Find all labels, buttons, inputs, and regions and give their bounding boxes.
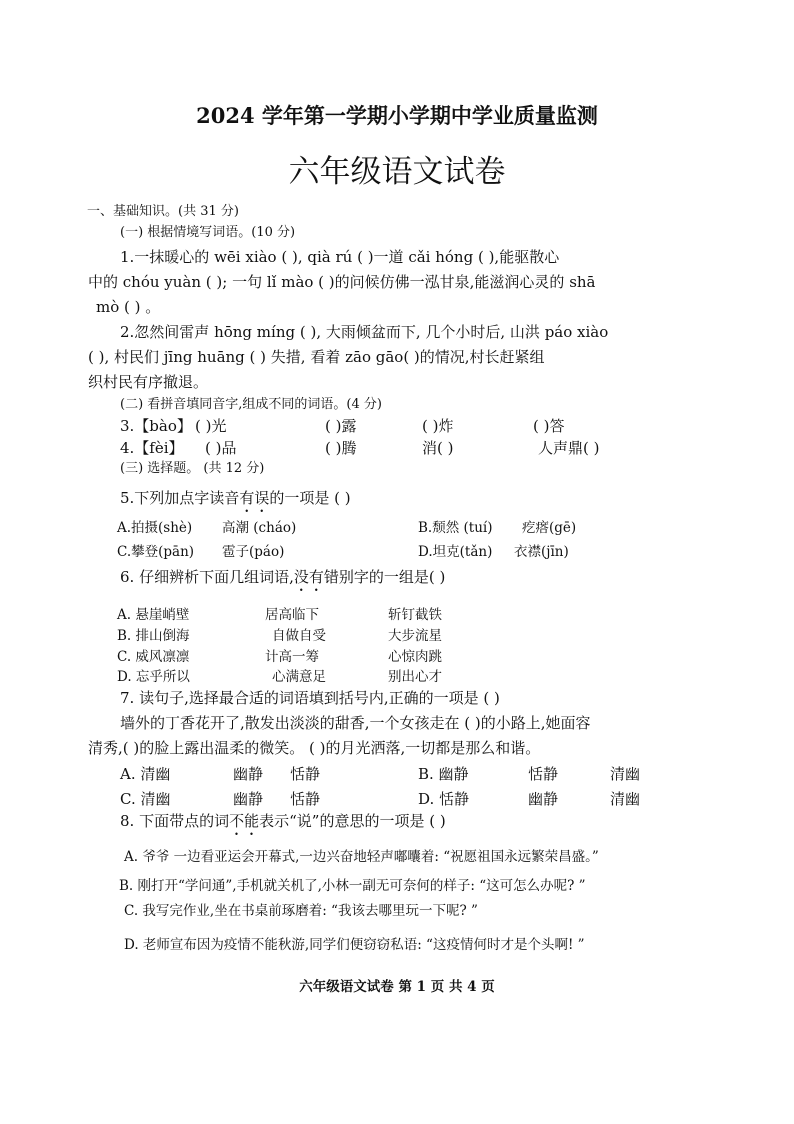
q2-line3: 织村民有序撤退。 xyxy=(88,373,209,391)
q3-item: ( )炸 xyxy=(422,417,454,435)
part3-heading: (三) 选择题。 (共 12 分) xyxy=(120,461,265,476)
q8-option-c: C. 我写完作业,坐在书桌前琢磨着: “我该去哪里玩一下呢? ” xyxy=(124,903,478,919)
q7-passage-line1: 墙外的丁香花开了,散发出淡淡的甜香,一个女孩走在 ( )的小路上,她面容 xyxy=(120,714,591,732)
q8-stem: 8. 下面带点的词不能表示“说”的意思的一项是 ( ) xyxy=(120,812,446,830)
q6-option-d: D. 忘乎所以 xyxy=(117,669,190,685)
q4-item: 消( ) xyxy=(422,439,454,457)
q7-option-a-3: 恬静 xyxy=(290,765,321,783)
q6-option-c-3: 心惊肉跳 xyxy=(388,649,442,665)
q6-option-a-3: 斩钉截铁 xyxy=(388,607,442,623)
q5-option-d-2: 衣襟(jīn) xyxy=(514,544,569,560)
q2-line1: 2.忽然间雷声 hōng míng ( ), 大雨倾盆而下, 几个小时后, 山洪 páo xiào xyxy=(120,323,609,341)
q7-option-d-3: 清幽 xyxy=(610,790,641,808)
q4-item: 人声鼎( ) xyxy=(538,439,600,457)
q8-option-a: A. 爷爷 一边看亚运会开幕式,一边兴奋地轻声嘟囔着: “祝愿祖国永远繁荣昌盛。” xyxy=(124,849,599,865)
exam-title: 2024 学年第一学期小学期中学业质量监测 xyxy=(196,103,598,128)
q4-item: ( )腾 xyxy=(325,439,357,457)
section-heading: 一、基础知识。(共 31 分) xyxy=(87,204,239,219)
q2-line2: ( ), 村民们 jīng huāng ( ) 失措, 看着 zāo gāo( )的情况,村长赶紧组 xyxy=(88,348,545,366)
q6-option-d-2: 心满意足 xyxy=(272,669,326,685)
q6-option-b-2: 自做自受 xyxy=(272,628,326,644)
part1-heading: (一) 根据情境写词语。(10 分) xyxy=(120,225,296,240)
q5-option-c-2: 雹子(páo) xyxy=(222,544,285,560)
q5-option-b: B.颓然 (tuí) xyxy=(418,520,493,536)
q5-option-c: C.攀登(pān) xyxy=(117,544,195,560)
q1-line2: 中的 chóu yuàn ( ); 一句 lǐ mào ( )的问候仿佛一泓甘泉,能滋润心灵的 shā xyxy=(88,273,596,291)
q3-label: 3.【bào】 xyxy=(120,417,192,435)
q8-option-d: D. 老师宣布因为疫情不能秋游,同学们便窃窃私语: “这疫情何时才是个头啊! ” xyxy=(124,937,585,953)
q7-option-c-2: 幽静 xyxy=(233,790,264,808)
q7-option-d-2: 幽静 xyxy=(528,790,559,808)
q5-option-a: A.拍摄(shè) xyxy=(117,520,193,536)
q3-item: ( )光 xyxy=(195,417,227,435)
q7-passage-line2: 清秀,( )的脸上露出温柔的微笑。 ( )的月光洒落,一切都是那么和谐。 xyxy=(88,739,541,757)
q6-option-a-2: 居高临下 xyxy=(265,607,319,623)
q7-option-c-3: 恬静 xyxy=(290,790,321,808)
q3-item: ( )答 xyxy=(533,417,565,435)
q7-option-a-2: 幽静 xyxy=(233,765,264,783)
q7-stem: 7. 读句子,选择最合适的词语填到括号内,正确的一项是 ( ) xyxy=(120,689,500,707)
q7-option-a: A. 清幽 xyxy=(120,765,171,783)
q6-option-c-2: 计高一筹 xyxy=(265,649,319,665)
q5-option-d: D.坦克(tǎn) xyxy=(418,544,493,560)
page-footer: 六年级语文试卷 第 1 页 共 4 页 xyxy=(299,979,495,995)
q8-option-b: B. 刚打开“学问通”,手机就关机了,小林一副无可奈何的样子: “这可怎么办呢? ” xyxy=(119,878,586,894)
q6-option-b-3: 大步流星 xyxy=(388,628,442,644)
q1-line3: mò ( ) 。 xyxy=(96,298,161,316)
q6-option-b: B. 排山倒海 xyxy=(117,628,190,644)
q5-option-a-2: 高潮 (cháo) xyxy=(222,520,297,536)
q6-option-a: A. 悬崖峭壁 xyxy=(117,607,190,623)
q7-option-b: B. 幽静 xyxy=(418,765,469,783)
exam-subtitle: 六年级语文试卷 xyxy=(288,154,506,190)
q4-item: ( )品 xyxy=(205,439,237,457)
q7-option-b-3: 清幽 xyxy=(610,765,641,783)
q3-item: ( )露 xyxy=(325,417,357,435)
q7-option-d: D. 恬静 xyxy=(418,790,470,808)
q6-option-c: C. 威风凛凛 xyxy=(117,649,190,665)
q4-label: 4.【fèi】 xyxy=(120,439,184,457)
q1-line1: 1.一抹暖心的 wēi xiào ( ), qià rú ( )一道 cǎi hóng ( ),能驱散心 xyxy=(120,248,560,266)
q6-option-d-3: 别出心才 xyxy=(388,669,442,685)
q6-stem: 6. 仔细辨析下面几组词语,没有错别字的一组是( ) xyxy=(120,568,446,586)
q5-stem: 5.下列加点字读音有误的一项是 ( ) xyxy=(120,489,351,507)
q5-option-b-2: 疙瘩(gē) xyxy=(522,520,577,536)
q7-option-c: C. 清幽 xyxy=(120,790,171,808)
part2-heading: (二) 看拼音填同音字,组成不同的词语。(4 分) xyxy=(120,397,382,412)
q7-option-b-2: 恬静 xyxy=(528,765,559,783)
